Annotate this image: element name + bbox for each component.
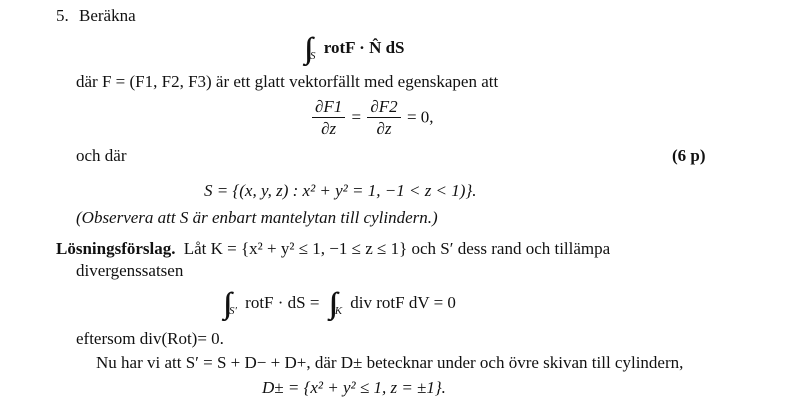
fraction-1-denominator: ∂z — [321, 119, 337, 138]
solution-label: Lösningsförslag. — [56, 239, 176, 258]
equation-right: div rotF dV = 0 — [350, 293, 456, 312]
left-integral-subscript: S′ — [229, 305, 237, 317]
set-definition: S = {(x, y, z) : x² + y² = 1, −1 < z < 1)}. — [204, 181, 477, 200]
integral-subscript: S — [310, 50, 316, 62]
solution-line-2: divergenssatsen — [76, 261, 184, 280]
problem-number — [56, 6, 136, 26]
partial-condition: $\frac{\partial F1}{\partial z}$ = $\frac{\partial F2}{\partial z}$ = 0, — [310, 97, 434, 138]
solution-line-1 — [56, 239, 610, 259]
fraction-2-numerator: ∂F2 — [367, 97, 400, 118]
integral-expression: rotF · N̂ dS — [323, 38, 405, 57]
problem-note: (Observera att S är enbart mantelytan till cylindern.) — [76, 208, 438, 227]
solution-text-1: Låt K = {x² + y² ≤ 1, −1 ≤ z ≤ 1} och S′ dess rand och tillämpa — [183, 239, 611, 258]
fraction-1-numerator: ∂F1 — [312, 97, 345, 118]
fraction-2 — [367, 97, 400, 138]
points-badge: (6 p) — [672, 146, 706, 165]
surface-integral — [305, 34, 405, 60]
problem-heading: Beräkna — [79, 6, 136, 25]
right-integral-subscript: K — [334, 305, 343, 317]
fraction-2-denominator: ∂z — [376, 119, 392, 138]
equation-left: rotF · dS = — [245, 293, 320, 312]
solution-line-3: eftersom div(Rot)= 0. — [76, 329, 224, 348]
solution-line-4: Nu har vi att S′ = S + D− + D+, där D± betecknar under och övre skivan till cylindern, — [96, 353, 684, 372]
condition-tail: = 0, — [406, 107, 434, 127]
problem-number-label: 5. — [56, 6, 69, 25]
divergence-equation — [224, 289, 456, 315]
solution-line-5: D± = {x² + y² ≤ 1, z = ±1}. — [262, 378, 446, 397]
where-line: där F = (F1, F2, F3) är ett glatt vektorfällt med egenskapen att — [76, 72, 499, 91]
and-where: och där — [76, 146, 127, 165]
fraction-1 — [312, 97, 345, 138]
